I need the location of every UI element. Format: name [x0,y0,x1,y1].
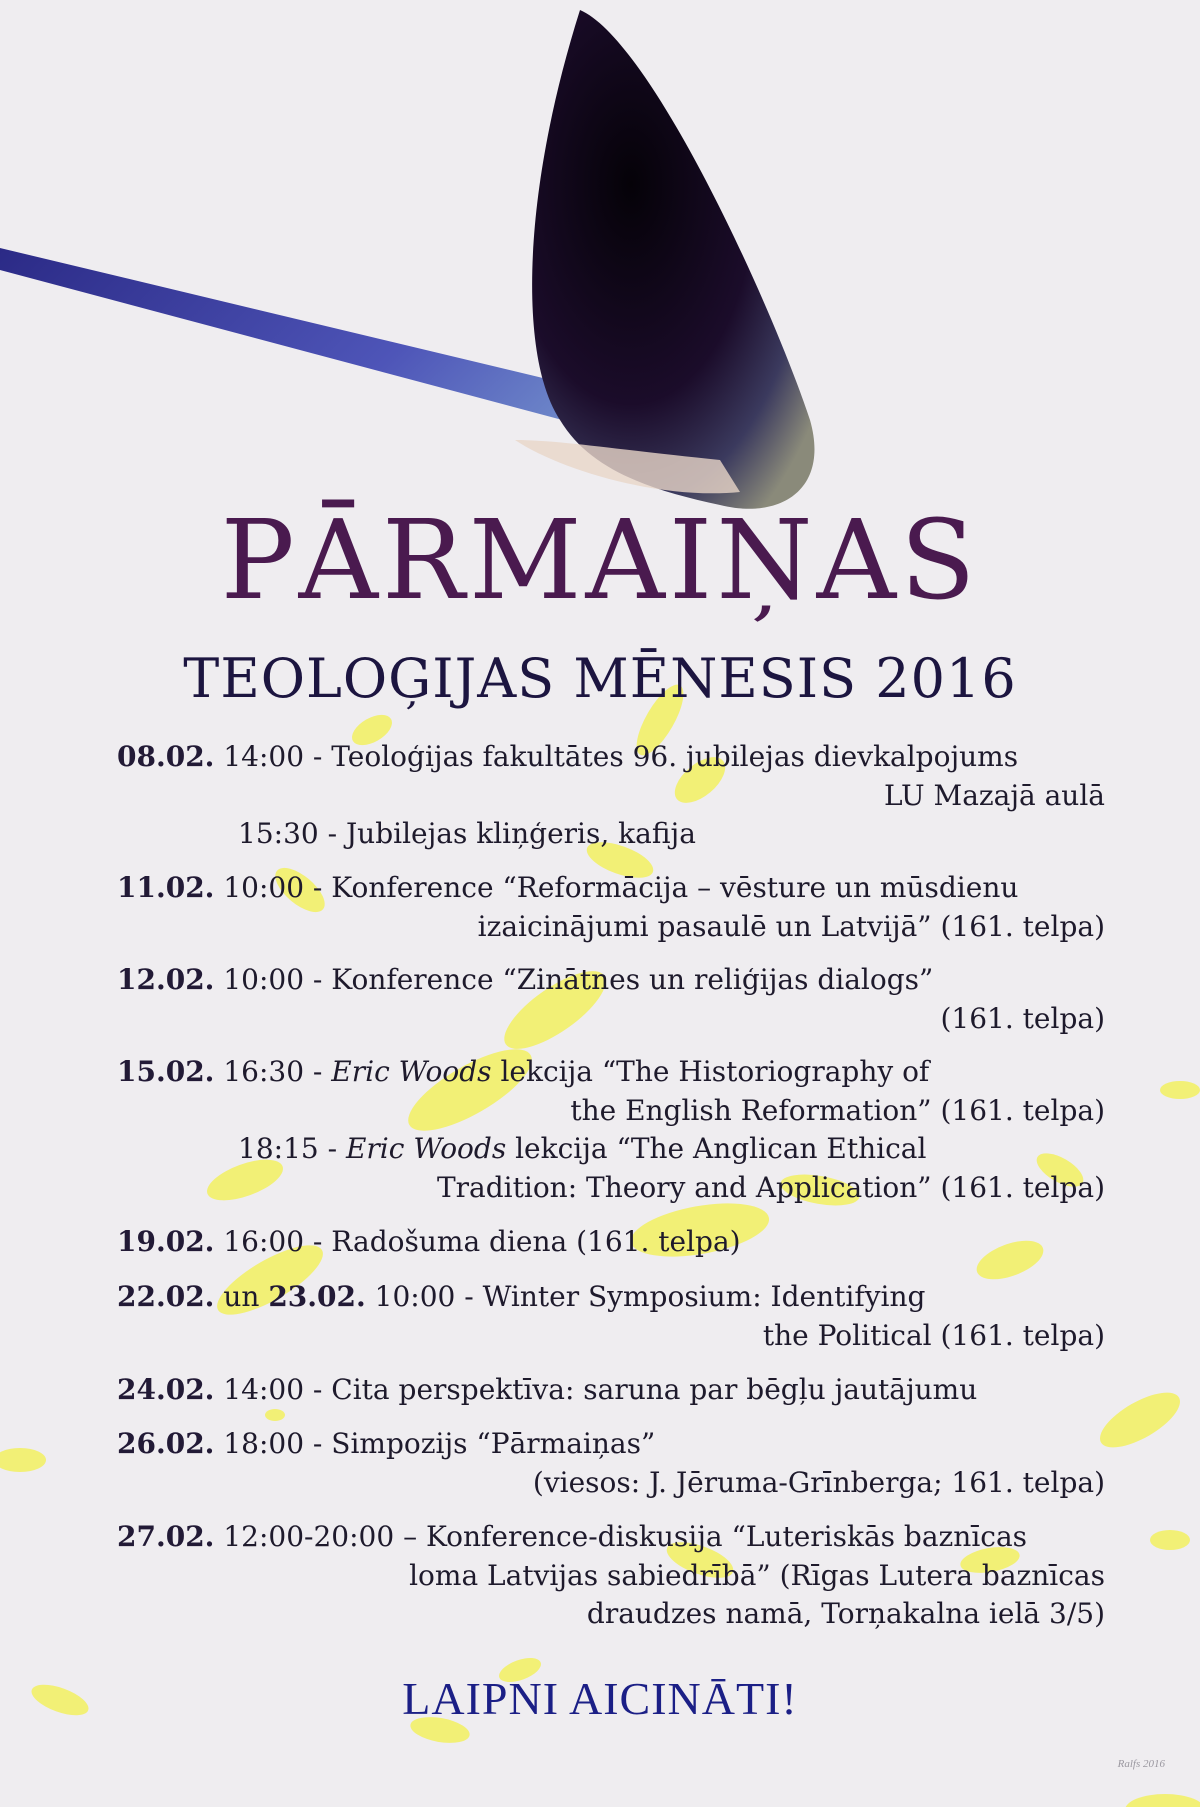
artist-signature: Ralfs 2016 [1117,1758,1165,1770]
event-line: 15.02. 16:30 - Eric Woods lekcija “The Historiography of [117,1055,930,1088]
event-line: 24.02. 14:00 - Cita perspektīva: saruna par bēgļu jautājumu [117,1373,978,1406]
event-line: 22.02. un 23.02. 10:00 - Winter Symposium: Identifying [117,1280,926,1313]
event-line: 11.02. 10:00 - Konference “Reformācija – vēsture un mūsdienu [117,871,1019,904]
closing-invitation: LAIPNI AICINĀTI! [402,1673,798,1724]
ink-drop-shape [532,10,814,509]
event-line: 26.02. 18:00 - Simpozijs “Pārmaiņas” [117,1427,656,1460]
event-line: izaicinājumi pasaulē un Latvijā” (161. telpa) [477,910,1105,943]
event-line: LU Mazajā aulā [883,779,1105,812]
event-line: 12.02. 10:00 - Konference “Zinātnes un reliģijas dialogs” [117,963,934,996]
event-line: (viesos: J. Jēruma-Grīnberga; 161. telpa) [532,1466,1105,1499]
event-line: 19.02. 16:00 - Radošuma diena (161. telpa) [117,1225,741,1258]
event-line: the English Reformation” (161. telpa) [570,1094,1105,1127]
event-line: Tradition: Theory and Application” (161. telpa) [436,1171,1105,1204]
event-line: loma Latvijas sabiedrībā” (Rīgas Lutera baznīcas [409,1559,1105,1592]
event-line: (161. telpa) [940,1002,1105,1035]
event-line: the Political (161. telpa) [762,1319,1105,1352]
event-line: 08.02. 14:00 - Teoloģijas fakultātes 96. jubilejas dievkalpojums [117,740,1019,773]
event-line: 18:15 - Eric Woods lekcija “The Anglican Ethical [238,1132,927,1165]
poster-title: PĀRMAIŅAS [220,496,980,624]
poster-subtitle: TEOLOĢIJAS MĒNESIS 2016 [183,647,1017,710]
event-line: 27.02. 12:00-20:00 – Konference-diskusija “Luteriskās baznīcas [117,1520,1028,1553]
event-line: 15:30 - Jubilejas kliņģeris, kafija [238,817,696,850]
event-line: draudzes namā, Torņakalna ielā 3/5) [586,1597,1105,1630]
